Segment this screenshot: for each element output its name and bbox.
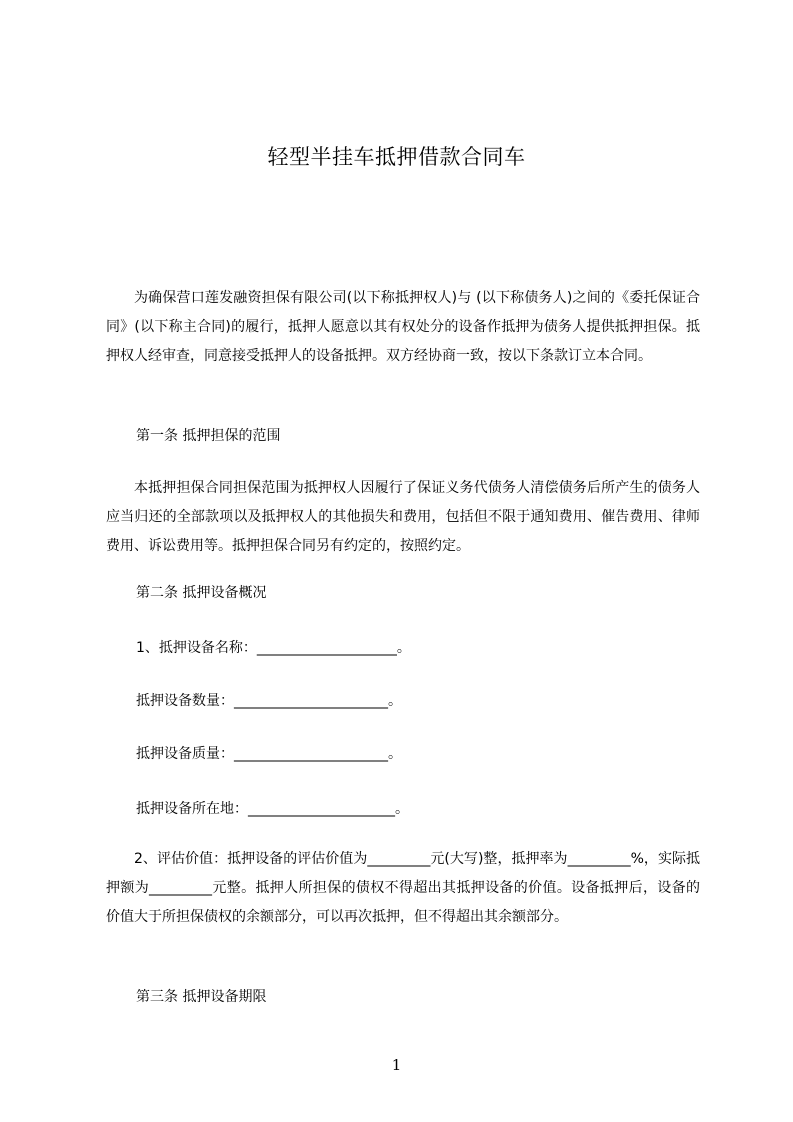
document-title: 轻型半挂车抵押借款合同车 [267, 145, 526, 169]
article-2-heading: 第二条 抵押设备概况 [136, 585, 267, 601]
page-number: 1 [391, 1056, 402, 1074]
equipment-location-field: 抵押设备所在地：_____________________。 [136, 801, 409, 817]
intro-paragraph: 为确保营口莲发融资担保有限公司(以下称抵押权人)与 (以下称债务人)之间的《委托保证合同》(以下称主合同)的履行，抵押人愿意以其有权处分的设备作抵押为债务人提供抵押担保。抵押权人经审查，同意接受抵押人的设备抵押。双方经协商一致，按以下条款订立本合同。 [106, 290, 700, 364]
equipment-quality-field: 抵押设备质量：______________________。 [136, 746, 402, 762]
article-1-body: 本抵押担保合同担保范围为抵押权人因履行了保证义务代债务人清偿债务后所产生的债务人应当归还的全部款项以及抵押权人的其他损失和费用，包括但不限于通知费用、催告费用、律师费用、诉讼费用等。抵押担保合同另有约定的，按照约定。 [106, 480, 700, 554]
equipment-quantity-field: 抵押设备数量：______________________。 [136, 693, 402, 709]
article-3-heading: 第三条 抵押设备期限 [136, 989, 267, 1005]
valuation-paragraph: 2、评估价值：抵押设备的评估价值为_________元(大写)整，抵押率为_________%，实际抵押额为_________元整。抵押人所担保的债权不得超出其抵押设备的价值。设备抵押后，设备的价值大于所担保债权的余额部分，可以再次抵押，但不得超出其余额部分。 [106, 851, 700, 925]
article-1-heading: 第一条 抵押担保的范围 [136, 428, 281, 444]
equipment-name-field: 1、抵押设备名称：____________________。 [136, 640, 411, 656]
